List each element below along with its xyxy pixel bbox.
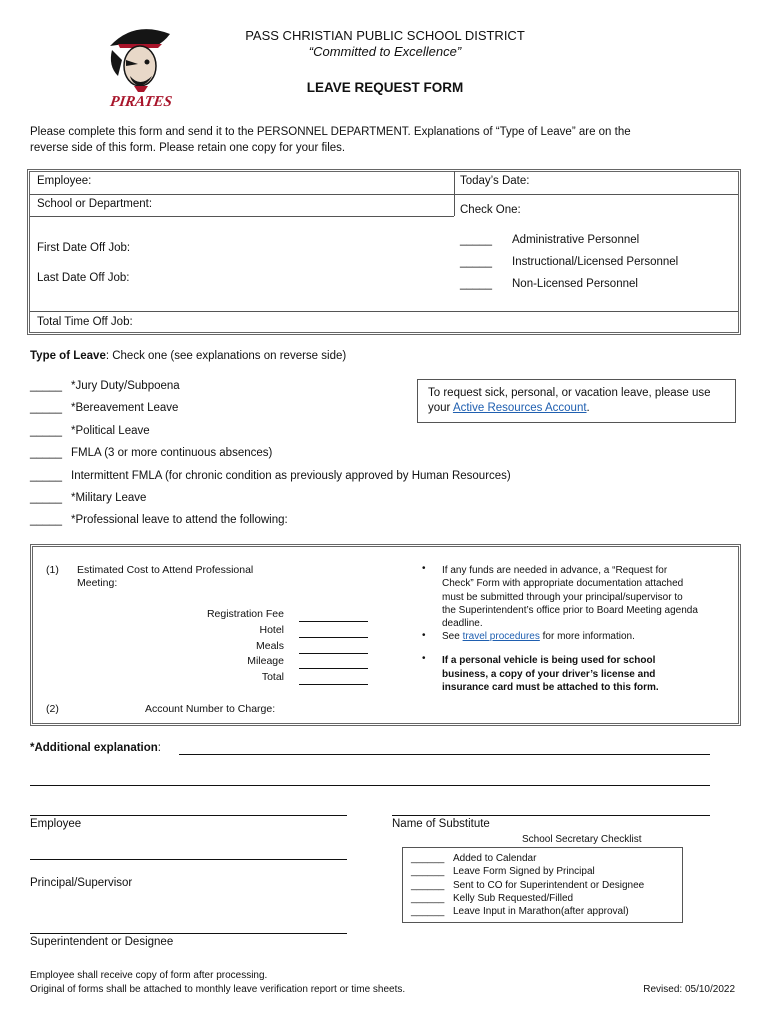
footer-note-2: Original of forms shall be attached to monthly leave verification report or time sheets. (30, 984, 406, 995)
table-row-divider (30, 216, 454, 217)
sick-leave-notice (417, 379, 736, 423)
mileage-input[interactable] (299, 668, 368, 669)
active-resources-link[interactable]: Active Resources Account (452, 402, 587, 414)
substitute-name-line[interactable] (392, 815, 710, 816)
leave-type-title: Type of Leave (30, 350, 106, 362)
additional-explanation-input-2[interactable] (30, 785, 710, 786)
leave-option[interactable] (30, 447, 273, 459)
leave-option[interactable] (30, 402, 179, 414)
leave-blank: _____ (30, 380, 62, 392)
employee-signature-line[interactable] (30, 815, 347, 816)
total-label: Total (261, 671, 284, 683)
checklist-item[interactable] (411, 852, 674, 865)
note-line: insurance card must be attached to this form. (442, 682, 659, 693)
personnel-option[interactable] (460, 278, 638, 290)
employee-signature-label: Employee (30, 818, 82, 830)
personnel-label: Non-Licensed Personnel (512, 278, 638, 290)
leave-label: *Jury Duty/Subpoena (71, 380, 180, 392)
note-line: deadline. (442, 618, 483, 630)
notice-text: To request sick, personal, or vacation leave, please use your (428, 387, 711, 414)
checklist-blank: ______ (411, 853, 445, 864)
first-date-field[interactable]: First Date Off Job: (37, 242, 131, 254)
checklist-blank: ______ (411, 879, 445, 891)
checklist-label: Added to Calendar (453, 853, 537, 864)
cost-estimate-label: Estimated Cost to Attend Professional (77, 564, 254, 576)
additional-colon: : (157, 742, 161, 754)
notice-end: . (586, 402, 590, 414)
leave-blank: _____ (30, 514, 62, 526)
leave-label: Intermittent FMLA (for chronic condition as previously approved by Human Resources) (71, 470, 511, 482)
todays-date-field[interactable]: Today’s Date: (460, 175, 530, 187)
travel-procedures-link[interactable]: travel procedures (462, 631, 540, 642)
hotel-label: Hotel (259, 624, 284, 636)
checklist-item[interactable] (411, 905, 674, 918)
district-name: PASS CHRISTIAN PUBLIC SCHOOL DISTRICT (245, 28, 525, 43)
checklist-item[interactable] (411, 879, 674, 892)
intro-line-2: reverse side of this form. Please retain one copy for your files. (30, 142, 346, 154)
intro-line-1: Please complete this form and send it to the PERSONNEL DEPARTMENT. Explanations of “Type of Leave” are on the (30, 126, 631, 138)
superintendent-signature-line[interactable] (30, 933, 347, 934)
leave-option[interactable] (30, 492, 147, 504)
personnel-blank: _____ (460, 234, 492, 246)
leave-blank: _____ (30, 402, 62, 414)
registration-fee-input[interactable] (299, 621, 368, 622)
secretary-checklist (402, 847, 683, 923)
logo-wordmark: PIRATES (109, 94, 174, 110)
leave-label: *Political Leave (71, 425, 150, 437)
hotel-input[interactable] (299, 637, 368, 638)
bullet-icon: • (422, 653, 426, 664)
form-title: LEAVE REQUEST FORM (306, 80, 464, 95)
employee-field[interactable]: Employee: (37, 175, 92, 187)
travel-note (442, 631, 635, 642)
travel-note-pre: See (442, 631, 463, 642)
superintendent-signature-label: Superintendent or Designee (30, 936, 174, 948)
leave-option[interactable] (30, 514, 288, 526)
leave-option[interactable] (30, 470, 511, 482)
leave-blank: _____ (30, 425, 62, 437)
checklist-blank: ______ (411, 892, 445, 904)
leave-option[interactable] (30, 425, 150, 437)
school-department-field[interactable]: School or Department: (37, 198, 153, 210)
leave-label: FMLA (3 or more continuous absences) (71, 447, 273, 459)
leave-label: *Bereavement Leave (71, 402, 179, 414)
additional-explanation-input[interactable] (179, 754, 710, 755)
leave-blank: _____ (30, 470, 62, 482)
note-line: business, a copy of your driver’s license and (442, 668, 656, 680)
vehicle-note (442, 654, 659, 695)
checklist-blank: ______ (411, 906, 445, 918)
principal-signature-line[interactable] (30, 859, 347, 860)
additional-explanation-label (30, 742, 161, 754)
account-item-number: (2) (46, 703, 59, 715)
checklist-item[interactable] (411, 865, 674, 878)
personnel-blank: _____ (460, 278, 492, 290)
bullet-icon: • (422, 630, 426, 641)
checklist-label: Leave Input in Marathon(after approval) (453, 906, 629, 918)
revised-date: Revised: 05/10/2022 (643, 984, 735, 995)
advance-funds-note (442, 564, 698, 630)
note-line: Check” Form with appropriate documentation attached (442, 578, 684, 590)
substitute-name-label: Name of Substitute (392, 818, 490, 830)
checklist-label: Kelly Sub Requested/Filled (453, 892, 574, 904)
personnel-blank: _____ (460, 256, 492, 268)
leave-label: *Military Leave (71, 492, 147, 504)
travel-note-post: for more information. (539, 631, 635, 642)
additional-label-text: *Additional explanation (30, 742, 158, 754)
note-line: the Superintendent’s office prior to Board Meeting agenda (442, 604, 698, 616)
checklist-item[interactable] (411, 892, 674, 905)
note-line: If a personal vehicle is being used for school (442, 655, 656, 666)
bullet-icon: • (422, 563, 426, 574)
leave-option[interactable] (30, 380, 180, 392)
footer-note-1: Employee shall receive copy of form after processing. (30, 970, 268, 981)
meals-input[interactable] (299, 653, 368, 654)
checklist-blank: ______ (411, 866, 445, 878)
cost-item-number: (1) (46, 564, 59, 576)
personnel-label: Administrative Personnel (512, 234, 640, 246)
leave-blank: _____ (30, 492, 62, 504)
meals-label: Meals (255, 640, 284, 652)
cost-estimate-label-2: Meeting: (77, 577, 118, 589)
checklist-label: Sent to CO for Superintendent or Designee (453, 879, 645, 891)
district-motto: “Committed to Excellence” (308, 44, 462, 59)
leave-type-instruction: : Check one (see explanations on reverse side) (105, 350, 347, 362)
principal-signature-label: Principal/Supervisor (30, 877, 133, 889)
personnel-option[interactable] (460, 234, 640, 246)
check-one-label: Check One: (460, 204, 521, 216)
leave-blank: _____ (30, 447, 62, 459)
table-row-divider (30, 194, 738, 195)
note-line: If any funds are needed in advance, a “Request for (442, 565, 668, 576)
total-input[interactable] (299, 684, 368, 685)
registration-fee-label: Registration Fee (206, 608, 284, 620)
checklist-title: School Secretary Checklist (522, 834, 642, 845)
leave-label: *Professional leave to attend the following: (71, 514, 288, 526)
note-line: must be submitted through your principal/supervisor to (442, 591, 683, 603)
mileage-label: Mileage (247, 655, 284, 667)
personnel-label: Instructional/Licensed Personnel (512, 256, 679, 268)
leave-type-heading (30, 350, 346, 362)
checklist-label: Leave Form Signed by Principal (453, 866, 595, 878)
account-number-field[interactable]: Account Number to Charge: (145, 703, 276, 715)
personnel-option[interactable] (460, 256, 679, 268)
table-row-divider (30, 311, 738, 312)
last-date-field[interactable]: Last Date Off Job: (37, 272, 130, 284)
total-time-field[interactable]: Total Time Off Job: (37, 316, 133, 328)
